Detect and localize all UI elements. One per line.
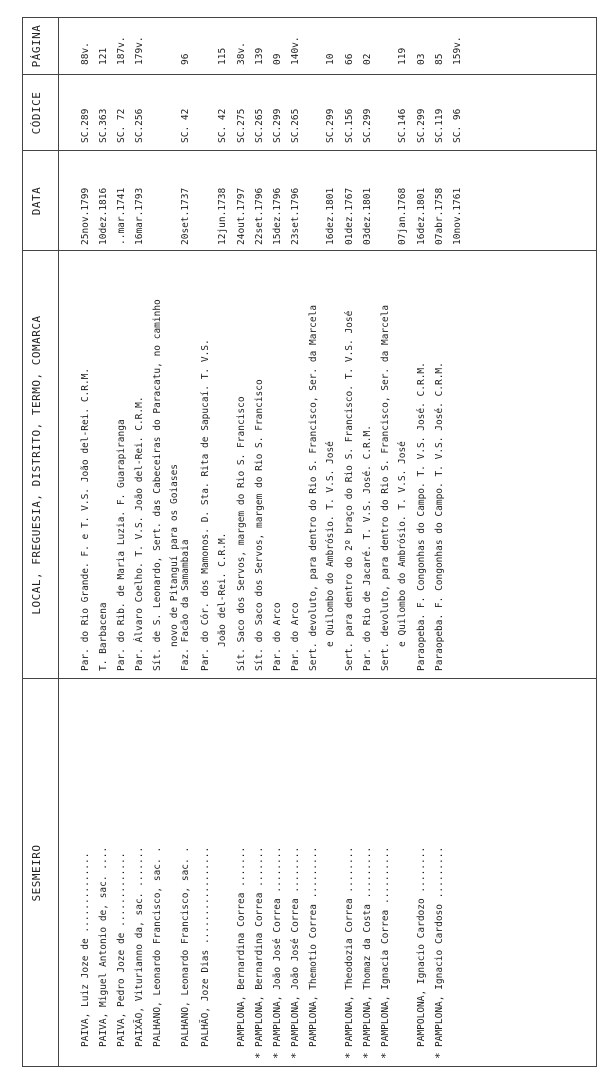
pagina-cell: 66 bbox=[344, 53, 355, 65]
local-cell: Par. do Rio Grande. F. e T. V.S. João del-Rei. C.R.M. bbox=[80, 367, 91, 671]
local-cell: Faz. Facão da Samambaia bbox=[180, 539, 191, 671]
pagina-cell: 121 bbox=[98, 47, 109, 65]
date-cell: 15dez.1796 bbox=[272, 187, 283, 245]
codice-cell: SC.363 bbox=[98, 108, 109, 143]
codice-cell: SC.275 bbox=[236, 108, 247, 143]
pagina-cell: 02 bbox=[362, 53, 373, 65]
header-data: DATA bbox=[30, 186, 43, 216]
codice-cell: SC. 42 bbox=[217, 108, 228, 143]
header-codice: CÓDICE bbox=[30, 91, 43, 135]
column-divider bbox=[22, 678, 597, 679]
date-cell: 24out.1797 bbox=[236, 187, 247, 245]
sesmeiro-cell: PAMPLONA, João José Correa ........ bbox=[272, 846, 283, 1047]
local-cell: Paraopeba. F. Congonhas do Campo. T. V.S. José. C.R.M. bbox=[416, 362, 427, 671]
header-sesmeiro: SESMEIRO bbox=[30, 844, 43, 902]
date-cell: 22set.1796 bbox=[254, 187, 265, 245]
header-pagina: PÁGINA bbox=[30, 24, 43, 68]
codice-cell: SC. 96 bbox=[452, 108, 463, 143]
header-divider bbox=[58, 17, 59, 1067]
local-cell: T. Barbacena bbox=[98, 602, 109, 671]
local-cell: Sít. Saco dos Servos, margem do Rio S. Francisco bbox=[236, 396, 247, 671]
pagina-cell: 09 bbox=[272, 53, 283, 65]
date-cell: 16dez.1801 bbox=[416, 187, 427, 245]
row-marker: * bbox=[433, 1052, 446, 1059]
codice-cell: SC.265 bbox=[290, 108, 301, 143]
codice-cell: SC.156 bbox=[344, 108, 355, 143]
row-marker: * bbox=[253, 1052, 266, 1059]
pagina-cell: 88v. bbox=[80, 42, 91, 65]
local-cell: Par. do Arco bbox=[290, 602, 301, 671]
sesmeiro-cell: PAMPLONA, Themotio Correa ......... bbox=[308, 846, 319, 1047]
date-cell: 23set.1796 bbox=[290, 187, 301, 245]
codice-cell: SC. 42 bbox=[180, 108, 191, 143]
date-cell: 12jun.1738 bbox=[217, 187, 228, 245]
codice-cell: SC. 72 bbox=[116, 108, 127, 143]
local-cell: Par. do Rib. de Maria Luzia. F. Guarapiranga bbox=[116, 419, 127, 671]
sesmeiro-cell: PAIXÃO, Viturianno da, sac. ....... bbox=[134, 846, 145, 1047]
sesmeiro-cell: PAMPLONA, Theodozia Correa ........ bbox=[344, 846, 355, 1047]
sesmeiro-cell: PALHANO, Leonardo Francisco, sac. . bbox=[180, 846, 191, 1047]
date-cell: ..mar.1741 bbox=[116, 187, 127, 245]
pagina-cell: 96 bbox=[180, 53, 191, 65]
date-cell: 07abr.1758 bbox=[434, 187, 445, 245]
date-cell: 10nov.1761 bbox=[452, 187, 463, 245]
local-cell: Par. do Arco bbox=[272, 602, 283, 671]
codice-cell: SC.256 bbox=[134, 108, 145, 143]
column-divider bbox=[22, 250, 597, 251]
pagina-cell: 85 bbox=[434, 53, 445, 65]
codice-cell: SC.299 bbox=[272, 108, 283, 143]
sesmeiro-cell: PALHÃO, Joze Dias ................. bbox=[200, 846, 211, 1047]
sesmeiro-cell: PAMPLONA, Ignacio Cardoso ......... bbox=[434, 846, 445, 1047]
local-cell: Paraopeba. F. Congonhas do Campo. T. V.S. José. C.R.M. bbox=[434, 362, 445, 671]
pagina-cell: 115 bbox=[217, 47, 228, 65]
codice-cell: SC.299 bbox=[362, 108, 373, 143]
local-cell-continuation: e Quilombo do Ambrósio. T. V.S. José bbox=[325, 441, 336, 647]
sesmeiro-cell: PAMPLONA, João José Correa ........ bbox=[290, 846, 301, 1047]
row-marker: * bbox=[343, 1052, 356, 1059]
sesmeiro-cell: PAMPLONA, Thomaz da Costa ......... bbox=[362, 846, 373, 1047]
date-cell: 16dez.1801 bbox=[325, 187, 336, 245]
date-cell: 10dez.1816 bbox=[98, 187, 109, 245]
codice-cell: SC.146 bbox=[397, 108, 408, 143]
local-cell: Par. do Cór. dos Mamonos. D. Sta. Rita de Sapucaí. T. V.S. bbox=[200, 339, 211, 671]
date-cell: 20set.1737 bbox=[180, 187, 191, 245]
codice-cell: SC.265 bbox=[254, 108, 265, 143]
local-cell: Sít. de S. Leonardo, Sert. das Cabeceiras do Paracatu, no caminho bbox=[152, 299, 163, 671]
local-cell: Sert. devoluto, para dentro do Rio S. Francisco, Ser. da Marcela bbox=[380, 304, 391, 671]
sesmeiro-cell: PALHANO, Leonardo Francisco, sac. . bbox=[152, 846, 163, 1047]
local-cell-continuation: e Quilombo do Ambrósio. T. V.S. José bbox=[397, 441, 408, 647]
pagina-cell: 03 bbox=[416, 53, 427, 65]
local-cell: Par. do Rio de Jacaré. T. V.S. José. C.R.M. bbox=[362, 425, 373, 671]
codice-cell: SC.289 bbox=[80, 108, 91, 143]
local-cell: Sert. para dentro do 2º braço do Rio S. Francisco. T. V.S. José bbox=[344, 310, 355, 671]
header-local: LOCAL, FREGUESIA, DISTRITO, TERMO, COMARCA bbox=[30, 315, 43, 615]
pagina-cell: 38v. bbox=[236, 42, 247, 65]
pagina-cell: 10 bbox=[325, 53, 336, 65]
row-marker: * bbox=[361, 1052, 374, 1059]
sesmeiro-cell: PAIVA, Pedro Joze de ............. bbox=[116, 852, 127, 1047]
pagina-cell: 179v. bbox=[134, 36, 145, 65]
pagina-cell: 139 bbox=[254, 47, 265, 65]
row-marker: * bbox=[289, 1052, 302, 1059]
local-cell-continuation: João del-Rei. C.R.M. bbox=[217, 532, 228, 647]
sesmeiro-cell: PAIVA, Luiz Joze de .............. bbox=[80, 852, 91, 1047]
sesmeiro-cell: PAMPOLONA, Ignacio Cardozo ........ bbox=[416, 846, 427, 1047]
local-cell: Sít. do Saco dos Servos, margem do Rio S. Francisco bbox=[254, 379, 265, 671]
pagina-cell: 187v. bbox=[116, 36, 127, 65]
pagina-cell: 140v. bbox=[290, 36, 301, 65]
column-divider bbox=[22, 150, 597, 151]
date-cell: 16mar.1793 bbox=[134, 187, 145, 245]
sesmeiro-cell: PAIVA, Miguel Antonio de, sac. .... bbox=[98, 846, 109, 1047]
local-cell: Par. Álvaro Coelho. T. V.S. João del-Rei. C.R.M. bbox=[134, 396, 145, 671]
row-marker: * bbox=[271, 1052, 284, 1059]
row-marker: * bbox=[379, 1052, 392, 1059]
pagina-cell: 159v. bbox=[452, 36, 463, 65]
local-cell-continuation: novo de Pitanguí para os Goiases bbox=[169, 463, 180, 647]
date-cell: 07jan.1768 bbox=[397, 187, 408, 245]
local-cell: Sert. devoluto, para dentro do Rio S. Francisco, Ser. da Marcela bbox=[308, 304, 319, 671]
sesmeiro-cell: PAMPLONA, Ignacia Correa .......... bbox=[380, 846, 391, 1047]
pagina-cell: 119 bbox=[397, 47, 408, 65]
date-cell: 01dez.1767 bbox=[344, 187, 355, 245]
sesmeiro-cell: PAMPLONA, Bernardina Correa ....... bbox=[254, 846, 265, 1047]
codice-cell: SC.299 bbox=[325, 108, 336, 143]
date-cell: 25nov.1799 bbox=[80, 187, 91, 245]
codice-cell: SC.299 bbox=[416, 108, 427, 143]
sesmeiro-cell: PAMPLONA, Bernardina Correa ....... bbox=[236, 846, 247, 1047]
column-divider bbox=[22, 74, 597, 75]
codice-cell: SC.119 bbox=[434, 108, 445, 143]
date-cell: 03dez.1801 bbox=[362, 187, 373, 245]
